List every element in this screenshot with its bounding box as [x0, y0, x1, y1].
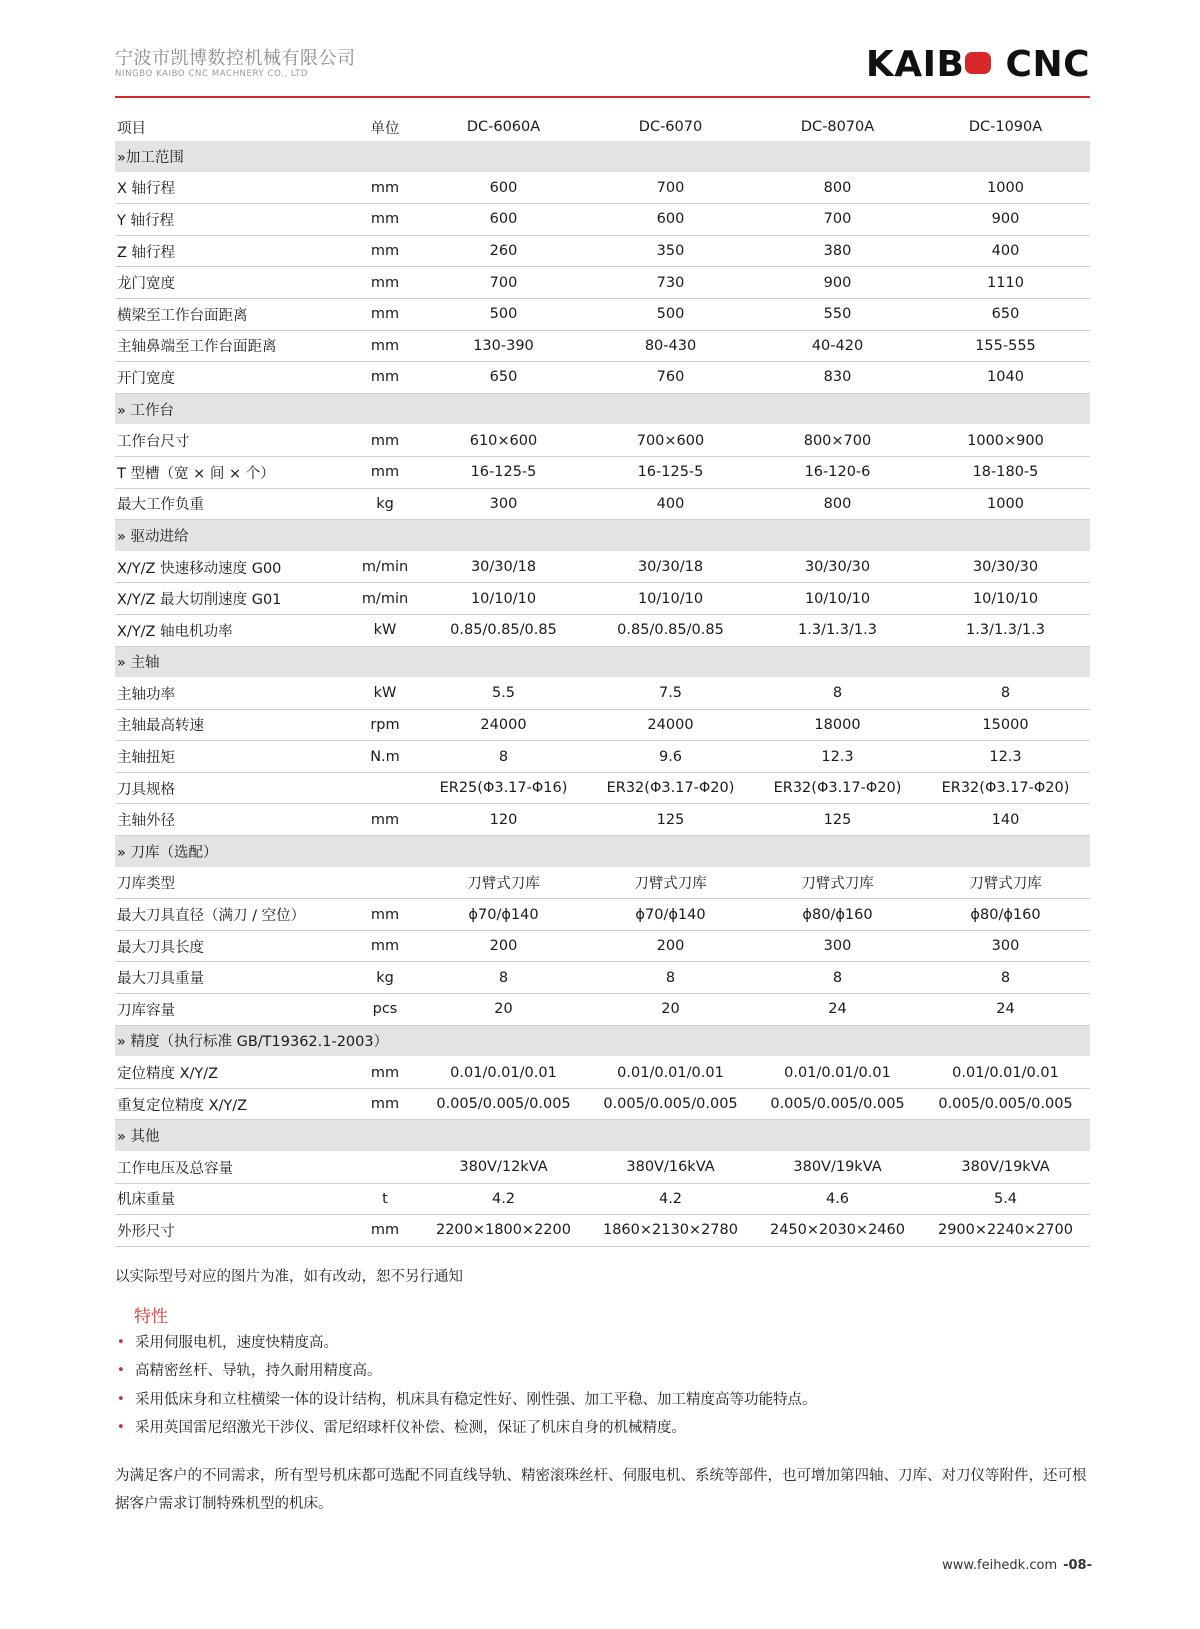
spec-unit: mm: [350, 172, 420, 204]
spec-value: 8: [754, 962, 921, 994]
spec-value: 9.6: [587, 741, 754, 773]
spec-value: 600: [587, 204, 754, 236]
spec-unit: [350, 772, 420, 804]
features-title: 特性: [134, 1307, 168, 1327]
spec-item-name: 刀库类型: [115, 867, 350, 899]
spec-item-name: X/Y/Z 轴电机功率: [115, 614, 350, 646]
spec-value: ER32(Φ3.17-Φ20): [587, 772, 754, 804]
spec-item-name: T 型槽（宽 × 间 × 个）: [115, 456, 350, 488]
spec-item-name: 最大刀具长度: [115, 930, 350, 962]
spec-value: 5.5: [420, 678, 587, 710]
spec-value: 0.85/0.85/0.85: [587, 614, 754, 646]
company-name-cn: 宁波市凯博数控机械有限公司: [115, 48, 356, 69]
table-header-row: [115, 113, 1090, 141]
spec-item-name: 机床重量: [115, 1183, 350, 1215]
table-row: [115, 551, 1090, 583]
spec-value: 刀臂式刀库: [921, 867, 1090, 899]
spec-value: 16-125-5: [420, 456, 587, 488]
section-title: » 精度（执行标准 GB/T19362.1-2003）: [115, 1025, 1090, 1057]
feature-text: 采用低床身和立柱横梁一体的设计结构，机床具有稳定性好、刚性强、加工平稳、加工精度高等功能特点。: [135, 1391, 817, 1408]
spec-value: 40-420: [754, 330, 921, 362]
spec-item-name: 主轴外径: [115, 804, 350, 836]
section-title: » 驱动进给: [115, 520, 1090, 552]
spec-value: 350: [587, 235, 754, 267]
spec-value: 8: [754, 678, 921, 710]
spec-value: 800: [754, 172, 921, 204]
spec-unit: mm: [350, 362, 420, 394]
spec-value: 5.4: [921, 1183, 1090, 1215]
feature-item: [115, 1390, 817, 1418]
spec-value: 18000: [754, 709, 921, 741]
spec-value: 700: [587, 172, 754, 204]
spec-value: 10/10/10: [420, 583, 587, 615]
table-row: [115, 1057, 1090, 1089]
spec-value: 10/10/10: [587, 583, 754, 615]
spec-unit: mm: [350, 330, 420, 362]
spec-item-name: 工作台尺寸: [115, 425, 350, 457]
footer-url: www.feihedk.com: [942, 1558, 1058, 1573]
section-title: »加工范围: [115, 141, 1090, 172]
spec-value: 24: [921, 994, 1090, 1026]
spec-unit: mm: [350, 1215, 420, 1247]
spec-unit: mm: [350, 804, 420, 836]
spec-value: 2900×2240×2700: [921, 1215, 1090, 1247]
spec-value: 12.3: [921, 741, 1090, 773]
spec-value: 0.85/0.85/0.85: [420, 614, 587, 646]
spec-value: 24000: [420, 709, 587, 741]
spec-unit: kW: [350, 678, 420, 710]
spec-unit: N.m: [350, 741, 420, 773]
section-header-row: [115, 1025, 1090, 1057]
spec-value: ϕ80/ϕ160: [754, 899, 921, 931]
spec-value: 650: [420, 362, 587, 394]
logo-text-right: CNC: [1005, 44, 1090, 85]
spec-item-name: 龙门宽度: [115, 267, 350, 299]
section-title: » 主轴: [115, 646, 1090, 678]
spec-unit: m/min: [350, 583, 420, 615]
spec-value: 8: [921, 962, 1090, 994]
spec-value: 200: [420, 930, 587, 962]
page-header: [115, 38, 1090, 98]
spec-value: 1.3/1.3/1.3: [921, 614, 1090, 646]
spec-value: 900: [754, 267, 921, 299]
spec-value: 16-125-5: [587, 456, 754, 488]
spec-item-name: 最大刀具重量: [115, 962, 350, 994]
section-title: » 其他: [115, 1120, 1090, 1152]
spec-unit: m/min: [350, 551, 420, 583]
spec-value: 0.01/0.01/0.01: [420, 1057, 587, 1089]
spec-value: ϕ70/ϕ140: [587, 899, 754, 931]
bullet-icon: •: [117, 1363, 125, 1379]
table-row: [115, 772, 1090, 804]
spec-value: 16-120-6: [754, 456, 921, 488]
spec-value: 2200×1800×2200: [420, 1215, 587, 1247]
spec-value: 125: [754, 804, 921, 836]
spec-unit: mm: [350, 930, 420, 962]
spec-value: ER32(Φ3.17-Φ20): [921, 772, 1090, 804]
spec-value: 8: [587, 962, 754, 994]
spec-value: 600: [420, 204, 587, 236]
spec-value: 1040: [921, 362, 1090, 394]
spec-value: 600: [420, 172, 587, 204]
company-name-en: NINGBO KAIBO CNC MACHNERY CO., LTD: [115, 69, 309, 79]
spec-value: 900: [921, 204, 1090, 236]
table-row: [115, 1152, 1090, 1184]
column-header: DC-6070: [638, 119, 703, 135]
section-header-row: [115, 393, 1090, 425]
options-paragraph: 为满足客户的不同需求，所有型号机床都可选配不同直线导轨、精密滚珠丝杆、伺服电机、系统等部件，也可增加第四轴、刀库、对刀仪等附件，还可根据客户需求订制特殊机型的机床。: [115, 1468, 1087, 1512]
column-header: 项目: [117, 120, 146, 137]
spec-value: 1000×900: [921, 425, 1090, 457]
spec-value: 700×600: [587, 425, 754, 457]
spec-value: 130-390: [420, 330, 587, 362]
column-header: 单位: [370, 120, 400, 137]
column-header: DC-6060A: [466, 119, 541, 135]
table-row: [115, 488, 1090, 520]
spec-unit: mm: [350, 456, 420, 488]
table-row: [115, 362, 1090, 394]
section-title: » 刀库（选配）: [115, 836, 1090, 868]
spec-value: 24: [754, 994, 921, 1026]
spec-unit: [350, 1152, 420, 1184]
table-row: [115, 583, 1090, 615]
spec-item-name: 工作电压及总容量: [115, 1152, 350, 1184]
table-row: [115, 994, 1090, 1026]
spec-value: 20: [587, 994, 754, 1026]
spec-value: 80-430: [587, 330, 754, 362]
table-row: [115, 930, 1090, 962]
table-row: [115, 614, 1090, 646]
spec-item-name: 横梁至工作台面距离: [115, 298, 350, 330]
spec-value: 2450×2030×2460: [754, 1215, 921, 1247]
spec-unit: mm: [350, 899, 420, 931]
section-header-row: [115, 141, 1090, 172]
spec-value: 500: [420, 298, 587, 330]
spec-value: 15000: [921, 709, 1090, 741]
spec-item-name: 刀具规格: [115, 772, 350, 804]
spec-value: 0.005/0.005/0.005: [921, 1088, 1090, 1120]
disclaimer-note: 以实际型号对应的图片为准，如有改动，恕不另行通知: [115, 1269, 463, 1285]
spec-value: 380V/16kVA: [587, 1152, 754, 1184]
spec-value: 0.01/0.01/0.01: [754, 1057, 921, 1089]
section-header-row: [115, 520, 1090, 552]
spec-value: 1860×2130×2780: [587, 1215, 754, 1247]
spec-value: 380V/19kVA: [921, 1152, 1090, 1184]
feature-text: 高精密丝杆、导轨，持久耐用精度高。: [135, 1363, 382, 1380]
spec-unit: mm: [350, 425, 420, 457]
spec-value: 300: [921, 930, 1090, 962]
spec-value: 4.6: [754, 1183, 921, 1215]
table-row: [115, 172, 1090, 204]
section-header-row: [115, 1120, 1090, 1152]
spec-value: 500: [587, 298, 754, 330]
spec-value: 550: [754, 298, 921, 330]
spec-item-name: 主轴功率: [115, 678, 350, 710]
spec-value: 380V/19kVA: [754, 1152, 921, 1184]
spec-value: 20: [420, 994, 587, 1026]
spec-item-name: 刀库容量: [115, 994, 350, 1026]
spec-value: 10/10/10: [754, 583, 921, 615]
feature-item: [115, 1361, 817, 1389]
spec-value: 10/10/10: [921, 583, 1090, 615]
spec-value: 0.01/0.01/0.01: [921, 1057, 1090, 1089]
spec-value: 800×700: [754, 425, 921, 457]
spec-value: 0.005/0.005/0.005: [420, 1088, 587, 1120]
bullet-icon: •: [117, 1335, 125, 1350]
logo-text-left: KAIB: [865, 44, 965, 85]
spec-item-name: 开门宽度: [115, 362, 350, 394]
spec-unit: pcs: [350, 994, 420, 1026]
spec-unit: mm: [350, 1088, 420, 1120]
spec-value: 300: [754, 930, 921, 962]
features-list: [115, 1333, 817, 1446]
bullet-icon: •: [117, 1419, 125, 1435]
table-row: [115, 425, 1090, 457]
spec-value: ER25(Φ3.17-Φ16): [420, 772, 587, 804]
table-row: [115, 741, 1090, 773]
section-header-row: [115, 646, 1090, 678]
spec-value: 400: [587, 488, 754, 520]
table-row: [115, 235, 1090, 267]
spec-item-name: 主轴最高转速: [115, 709, 350, 741]
spec-value: 刀臂式刀库: [754, 867, 921, 899]
spec-unit: mm: [350, 267, 420, 299]
spec-value: 380V/12kVA: [420, 1152, 587, 1184]
spec-value: 140: [921, 804, 1090, 836]
spec-value: 1000: [921, 172, 1090, 204]
spec-value: 4.2: [420, 1183, 587, 1215]
spec-value: 18-180-5: [921, 456, 1090, 488]
spec-value: 155-555: [921, 330, 1090, 362]
spec-value: 30/30/18: [587, 551, 754, 583]
spec-value: 1000: [921, 488, 1090, 520]
spec-value: 24000: [587, 709, 754, 741]
spec-value: 300: [420, 488, 587, 520]
spec-unit: mm: [350, 235, 420, 267]
spec-value: 400: [921, 235, 1090, 267]
spec-value: 200: [587, 930, 754, 962]
spec-value: 30/30/30: [754, 551, 921, 583]
spec-item-name: 外形尺寸: [115, 1215, 350, 1247]
feature-item: [115, 1418, 817, 1446]
spec-unit: kg: [350, 962, 420, 994]
table-row: [115, 298, 1090, 330]
spec-item-name: Y 轴行程: [115, 204, 350, 236]
section-header-row: [115, 836, 1090, 868]
spec-value: 8: [420, 962, 587, 994]
spec-value: 760: [587, 362, 754, 394]
table-row: [115, 1088, 1090, 1120]
section-title: » 工作台: [115, 393, 1090, 425]
table-row: [115, 1183, 1090, 1215]
brand-logo: [866, 44, 1090, 85]
spec-item-name: 主轴鼻端至工作台面距离: [115, 330, 350, 362]
spec-value: 0.01/0.01/0.01: [587, 1057, 754, 1089]
spec-value: 700: [754, 204, 921, 236]
table-row: [115, 962, 1090, 994]
spec-value: ϕ70/ϕ140: [420, 899, 587, 931]
feature-text: 采用英国雷尼绍激光干涉仪、雷尼绍球杆仪补偿、检测，保证了机床自身的机械精度。: [135, 1419, 686, 1436]
table-row: [115, 709, 1090, 741]
spec-item-name: Z 轴行程: [115, 235, 350, 267]
page-number: -08-: [1063, 1558, 1092, 1573]
spec-item-name: X/Y/Z 最大切削速度 G01: [115, 583, 350, 615]
table-row: [115, 1215, 1090, 1247]
spec-value: 0.005/0.005/0.005: [587, 1088, 754, 1120]
spec-value: 30/30/18: [420, 551, 587, 583]
spec-table: [115, 113, 1090, 1247]
spec-value: 830: [754, 362, 921, 394]
spec-value: 380: [754, 235, 921, 267]
table-row: [115, 804, 1090, 836]
spec-value: 刀臂式刀库: [587, 867, 754, 899]
spec-value: 650: [921, 298, 1090, 330]
spec-unit: [350, 867, 420, 899]
spec-value: ϕ80/ϕ160: [921, 899, 1090, 931]
spec-unit: mm: [350, 204, 420, 236]
spec-value: 800: [754, 488, 921, 520]
spec-unit: mm: [350, 1057, 420, 1089]
spec-value: 30/30/30: [921, 551, 1090, 583]
column-header: DC-8070A: [800, 119, 875, 135]
feature-item: [115, 1333, 817, 1361]
spec-item-name: 重复定位精度 X/Y/Z: [115, 1088, 350, 1120]
spec-unit: rpm: [350, 709, 420, 741]
spec-unit: t: [350, 1183, 420, 1215]
spec-value: 0.005/0.005/0.005: [754, 1088, 921, 1120]
bullet-icon: •: [117, 1391, 125, 1407]
spec-value: 120: [420, 804, 587, 836]
spec-value: 125: [587, 804, 754, 836]
logo-o-mark: [965, 52, 991, 74]
column-header: DC-1090A: [968, 119, 1043, 135]
table-row: [115, 867, 1090, 899]
spec-value: 12.3: [754, 741, 921, 773]
spec-item-name: 定位精度 X/Y/Z: [115, 1057, 350, 1089]
spec-item-name: 最大工作负重: [115, 488, 350, 520]
table-row: [115, 456, 1090, 488]
table-row: [115, 678, 1090, 710]
spec-item-name: 最大刀具直径（满刀 / 空位）: [115, 899, 350, 931]
spec-value: 730: [587, 267, 754, 299]
spec-value: 7.5: [587, 678, 754, 710]
spec-value: 8: [420, 741, 587, 773]
spec-item-name: 主轴扭矩: [115, 741, 350, 773]
spec-item-name: X 轴行程: [115, 172, 350, 204]
spec-value: ER32(Φ3.17-Φ20): [754, 772, 921, 804]
page-footer: [942, 1558, 1092, 1573]
spec-item-name: X/Y/Z 快速移动速度 G00: [115, 551, 350, 583]
spec-value: 1110: [921, 267, 1090, 299]
feature-text: 采用伺服电机，速度快精度高。: [135, 1335, 338, 1351]
spec-value: 260: [420, 235, 587, 267]
spec-value: 8: [921, 678, 1090, 710]
table-row: [115, 267, 1090, 299]
table-row: [115, 204, 1090, 236]
spec-value: 4.2: [587, 1183, 754, 1215]
table-row: [115, 330, 1090, 362]
spec-value: 刀臂式刀库: [420, 867, 587, 899]
spec-value: 610×600: [420, 425, 587, 457]
spec-unit: kg: [350, 488, 420, 520]
spec-value: 1.3/1.3/1.3: [754, 614, 921, 646]
spec-unit: kW: [350, 614, 420, 646]
spec-value: 700: [420, 267, 587, 299]
spec-unit: mm: [350, 298, 420, 330]
table-row: [115, 899, 1090, 931]
